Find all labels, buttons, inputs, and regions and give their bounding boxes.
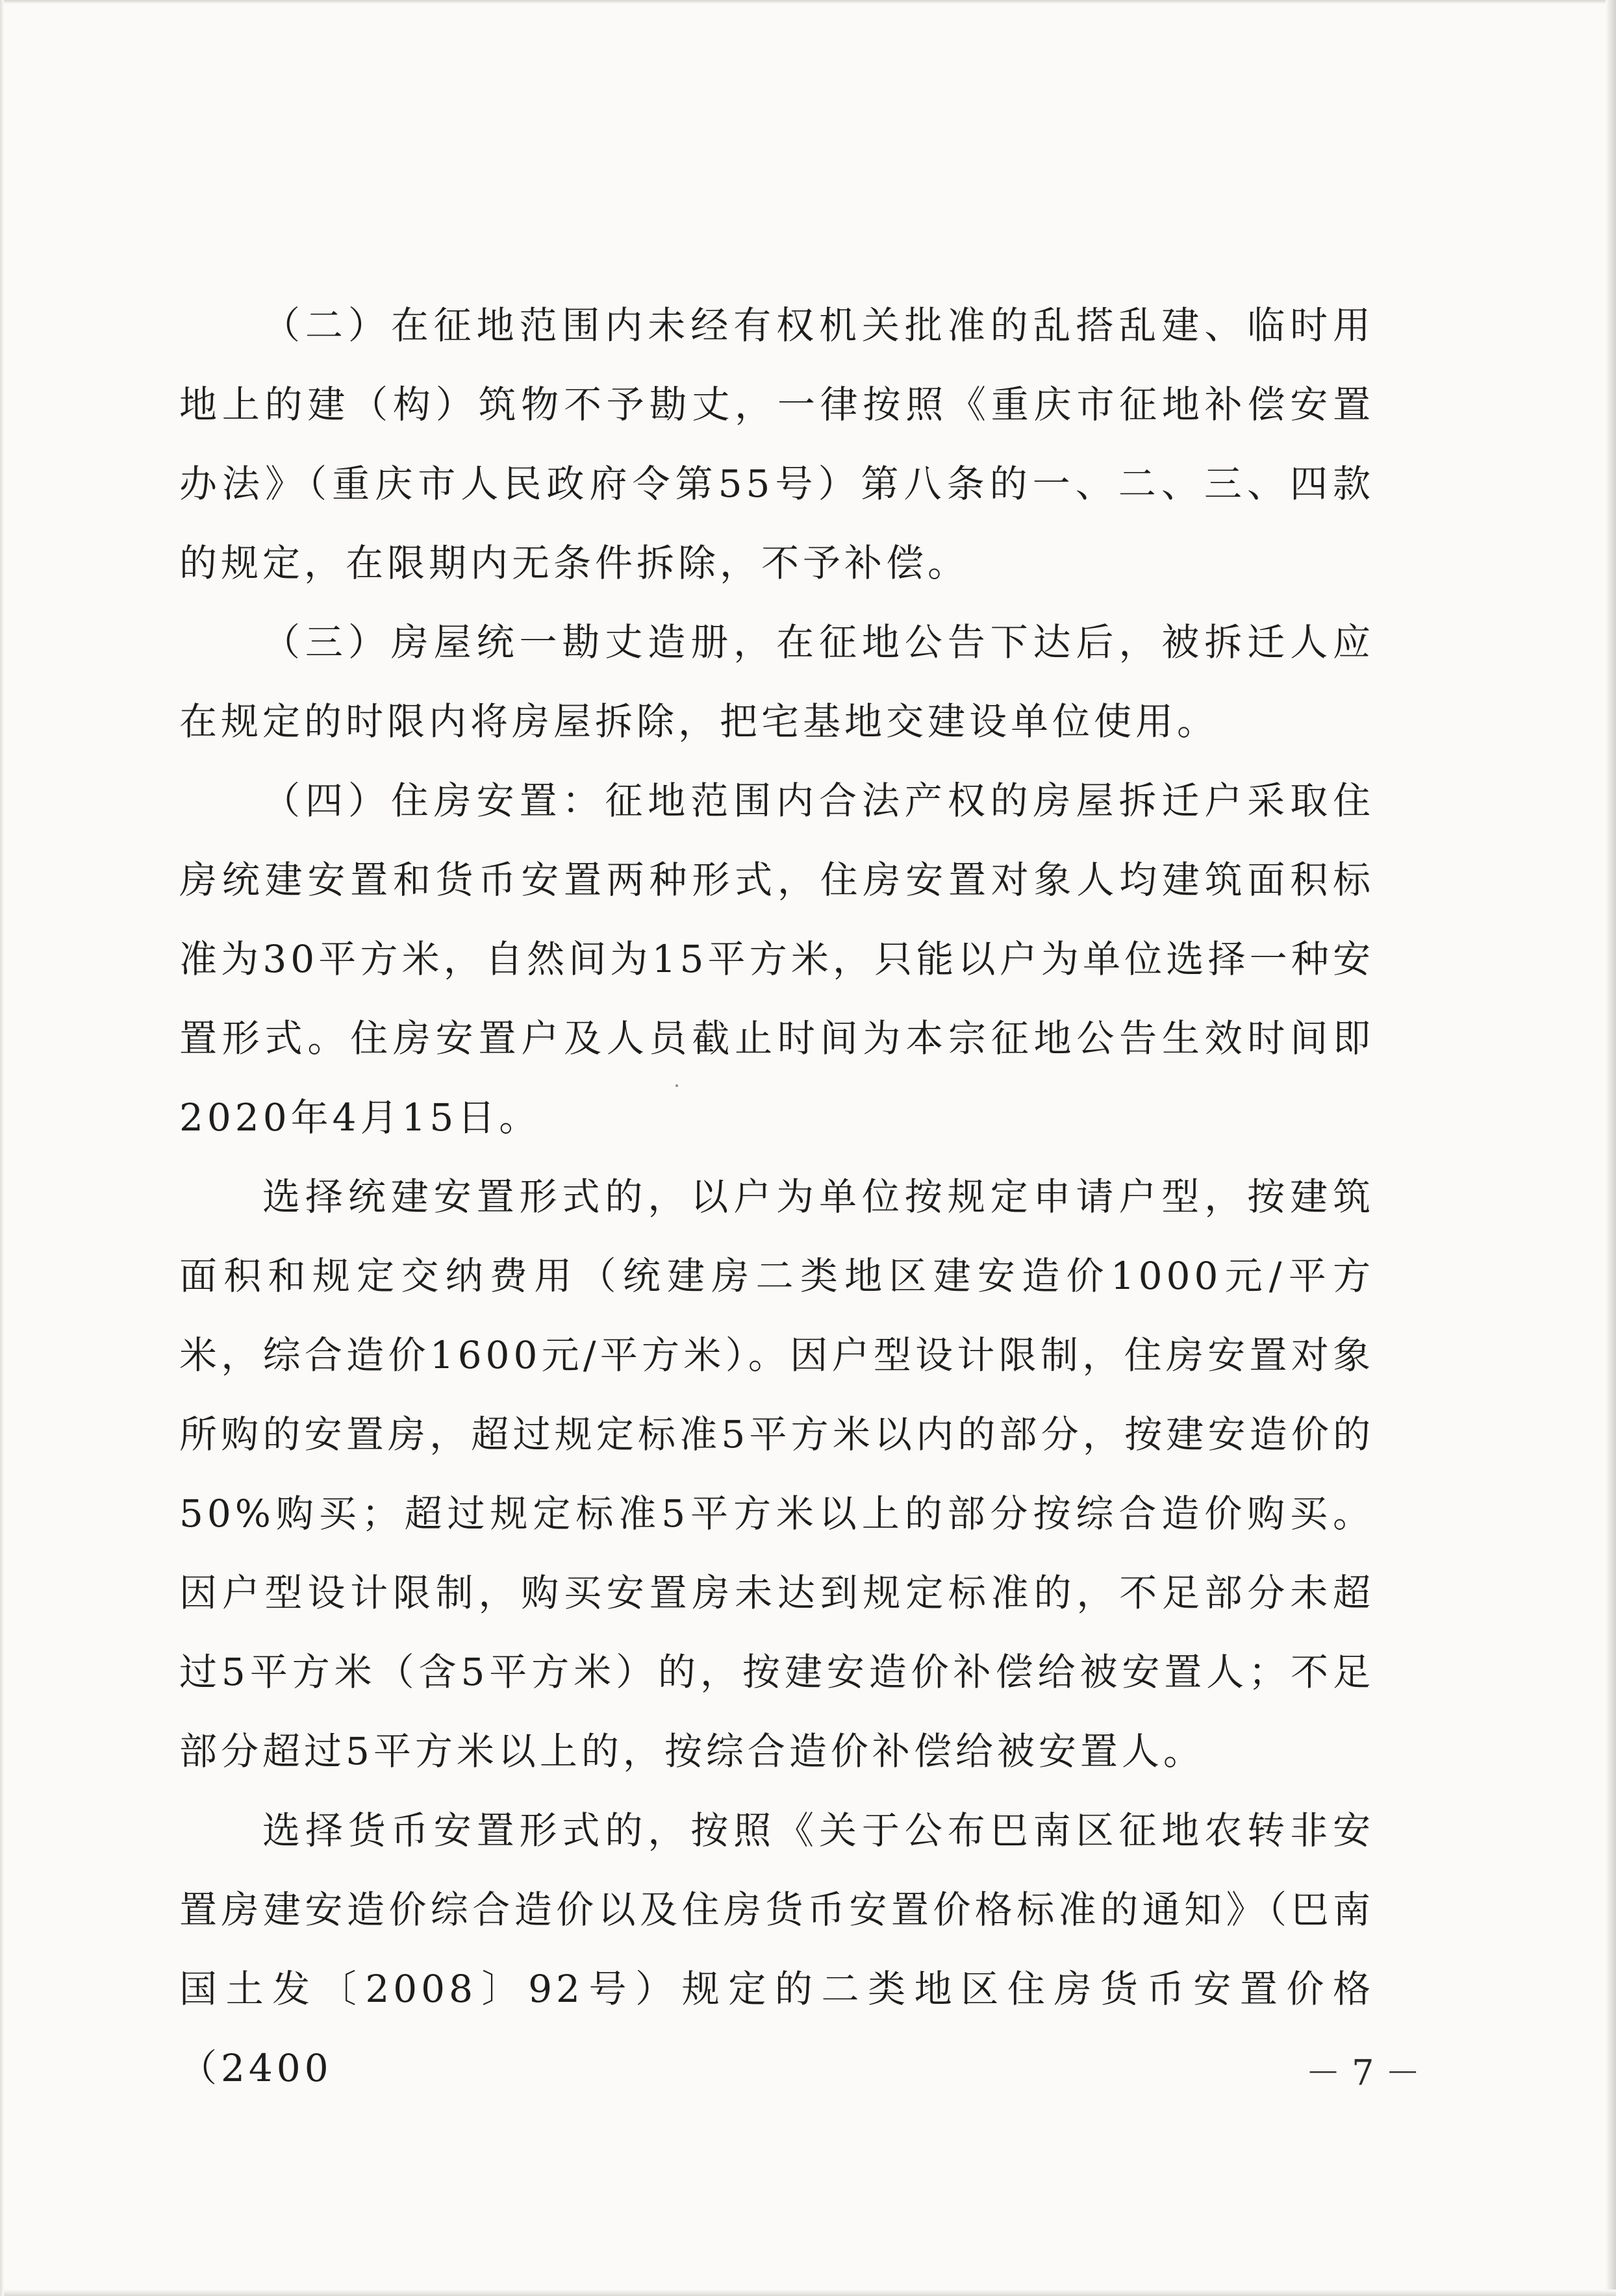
paragraph-monetary-option: 选择货币安置形式的，按照《关于公布巴南区征地农转非安置房建安造价综合造价以及住房货币安置价格标准的通知》（巴南国土发〔2008〕92号）规定的二类地区住房货币安置价格（2400 [179,1808,1374,2090]
paragraph-housing-resettlement: （四）住房安置：征地范围内合法产权的房屋拆迁户采取住房统建安置和货币安置两种形式，住房安置对象人均建筑面积标准为30平方米，自然间为15平方米，只能以户为单位选择一种安置形式。住房安置户及人员截止时间为本宗征地公告生效时间即2020年4月15日。 [179,779,1374,1140]
paragraph-unified-construction-option: 选择统建安置形式的，以户为单位按规定申请户型，按建筑面积和规定交纳费用（统建房二类地区建安造价1000元/平方米，综合造价1600元/平方米）。因户型设计限制，住房安置对象所购的安置房，超过规定标准5平方米以内的部分，按建安造价的50%购买；超过规定标准5平方米以上的部分按综合造价购买。因户型设计限制，购买安置房未达到规定标准的，不足部分未超过5平方米（含5平方米）的，按建安造价补偿给被安置人；不足部分超过5平方米以上的，按综合造价补偿给被安置人。 [179,1175,1374,1773]
page-edge-top [0,0,1616,4]
page-edge-bottom [0,2290,1616,2296]
paragraph-house-survey: （三）房屋统一勘丈造册，在征地公告下达后，被拆迁人应在规定的时限内将房屋拆除，把宅基地交建设单位使用。 [179,620,1374,743]
page-edge-right [1606,0,1616,2296]
page-number: － 7 － [1306,2053,1420,2093]
page-edge-left [0,0,4,2296]
paragraph-unauthorized-structures: （二）在征地范围内未经有权机关批准的乱搭乱建、临时用地上的建（构）筑物不予勘丈，一律按照《重庆市征地补偿安置办法》（重庆市人民政府令第55号）第八条的一、二、三、四款的规定，在限期内无条件拆除，不予补偿。 [179,303,1374,585]
document-body [179,286,1374,2108]
